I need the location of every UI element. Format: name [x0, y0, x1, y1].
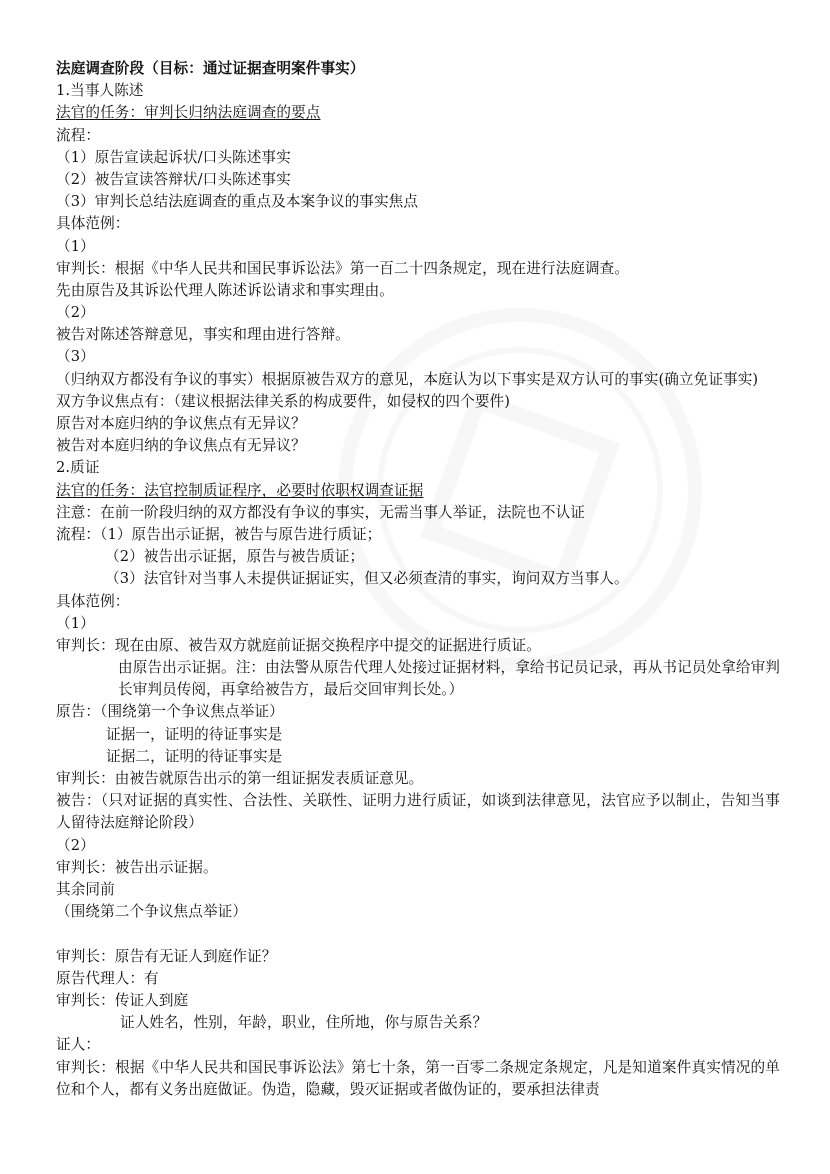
text-paragraph: （归纳双方都没有争议的事实）根据原被告双方的意见，本庭认为以下事实是双方认可的事实(确立免证事实)	[56, 370, 759, 388]
judge-task: 法官的任务：法官控制质证程序，必要时依职权调查证据	[56, 481, 424, 499]
judge-task: 法官的任务：审判长归纳法庭调查的要点	[56, 104, 321, 122]
text-line: 原告：（围绕第一个争议焦点举证）	[56, 703, 284, 721]
text-line: 双方争议焦点有：（建议根据法律关系的构成要件，如侵权的四个要件)	[56, 392, 511, 410]
note-line: 注意：在前一阶段归纳的双方都没有争议的事实，无需当事人举证，法院也不认证	[56, 503, 585, 521]
text-line: 被告对陈述答辩意见，事实和理由进行答辩。	[56, 326, 350, 344]
text-paragraph: 审判长：根据《中华人民共和国民事诉讼法》第七十条，第一百零二条规定条规定，凡是知道案件真实情况的单位和个人，都有义务出庭做证。伪造，隐藏，毁灭证据或者做伪证的，要承担法律责	[56, 1058, 780, 1098]
flow-step: （2）被告宣读答辩状/口头陈述事实	[56, 170, 291, 188]
example-number: （2）	[56, 836, 95, 854]
text-line: 审判长：由被告就原告出示的第一组证据发表质证意见。	[56, 770, 424, 788]
text-line: 审判长：根据《中华人民共和国民事诉讼法》第一百二十四条规定，现在进行法庭调查。	[56, 259, 630, 277]
page-title: 法庭调查阶段（目标：通过证据查明案件事实）	[56, 60, 365, 77]
text-line: 证人：	[56, 1036, 101, 1054]
flow-step: （3）审判长总结法庭调查的重点及本案争议的事实焦点	[56, 193, 419, 211]
example-number: （3）	[56, 348, 95, 366]
text-line: 审判长：被告出示证据。	[56, 858, 218, 876]
flow-label: 流程：	[56, 126, 101, 144]
text-line: 审判长：传证人到庭	[56, 991, 189, 1009]
text-paragraph: 被告：（只对证据的真实性、合法性、关联性、证明力进行质证，如谈到法律意见，法官应予以制止，告知当事人留待法庭辩论阶段）	[56, 792, 780, 832]
flow-step: 流程：（1）原告出示证据，被告与原告进行质证；	[56, 525, 382, 543]
text-line: （围绕第二个争议焦点举证）	[56, 903, 248, 921]
example-number: （2）	[56, 304, 95, 322]
text-line: 其余同前	[56, 881, 115, 899]
flow-step: （3）法官针对当事人未提供证据证实，但又必须查清的事实，询问双方当事人。	[105, 570, 629, 588]
flow-step: （2）被告出示证据，原告与被告质证；	[105, 548, 365, 566]
blank-line	[56, 923, 780, 945]
text-line: 原告对本庭归纳的争议焦点有无异议？	[56, 415, 306, 433]
text-paragraph: 由原告出示证据。注：由法警从原告代理人处接过证据材料，拿给书记员记录，再从书记员处拿给审判长审判员传阅，再拿给被告方，最后交回审判长处。）	[118, 659, 780, 699]
text-line: 审判长：原告有无证人到庭作证？	[56, 947, 277, 965]
evidence-line: 证据二，证明的待证事实是	[106, 747, 283, 765]
example-number: （1）	[56, 614, 95, 632]
example-label: 具体范例：	[56, 592, 130, 610]
text-line: 原告代理人：有	[56, 969, 159, 987]
text-line: 被告对本庭归纳的争议焦点有无异议？	[56, 437, 306, 455]
section-heading: 1.当事人陈述	[56, 82, 144, 100]
section-heading: 2.质证	[56, 459, 100, 477]
flow-step: （1）原告宣读起诉状/口头陈述事实	[56, 148, 291, 166]
example-number: （1）	[56, 237, 95, 255]
document-body	[56, 58, 780, 1101]
text-line: 先由原告及其诉讼代理人陈述诉讼请求和事实理由。	[56, 281, 394, 299]
text-line: 证人姓名，性别，年龄，职业，住所地，你与原告关系？	[120, 1014, 488, 1032]
text-line: 审判长：现在由原、被告双方就庭前证据交换程序中提交的证据进行质证。	[56, 636, 541, 654]
example-label: 具体范例：	[56, 215, 130, 233]
evidence-line: 证据一，证明的待证事实是	[106, 725, 283, 743]
